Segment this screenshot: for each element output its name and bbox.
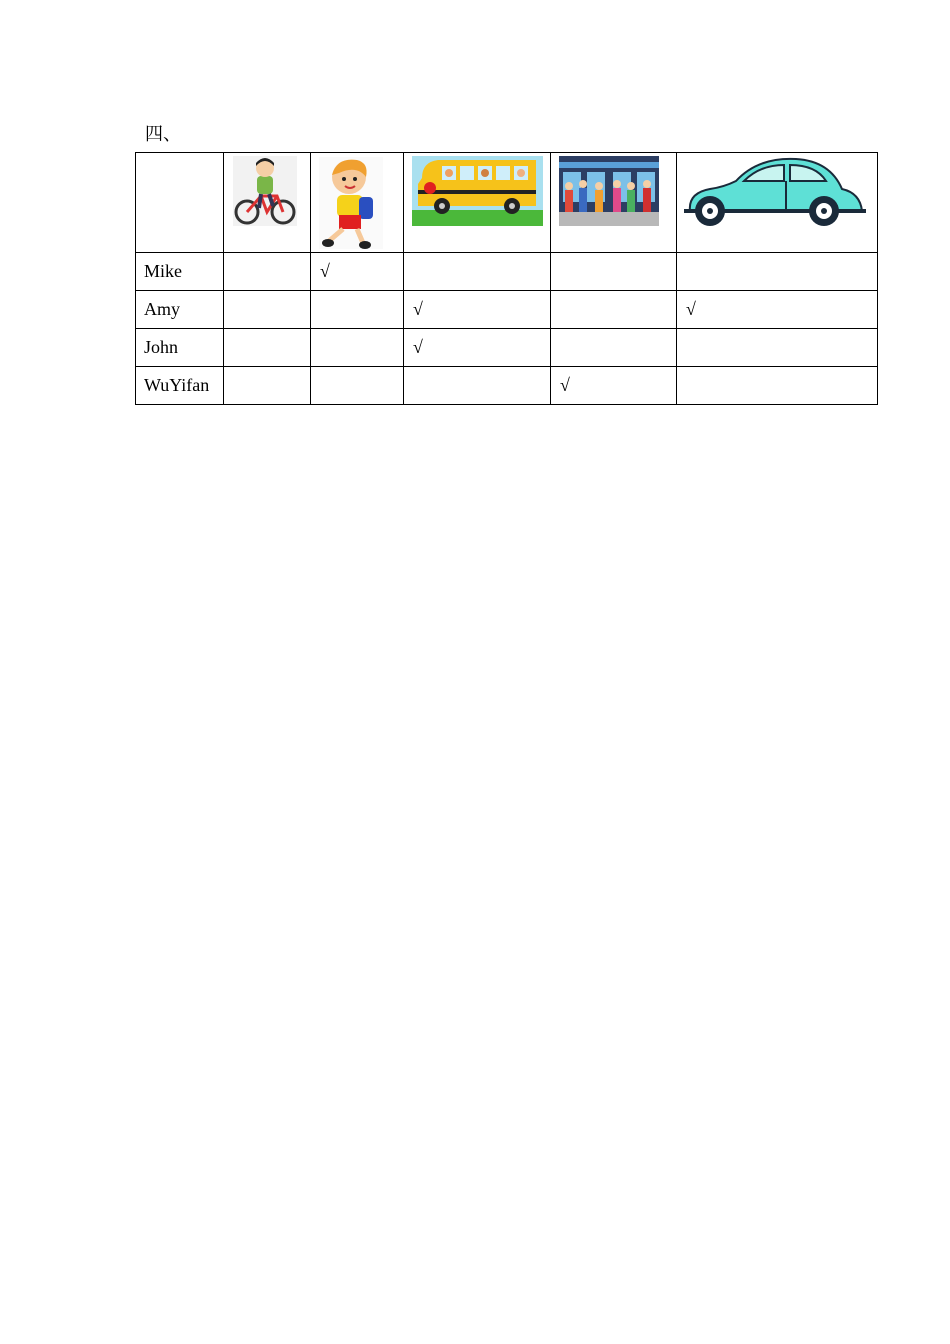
header-cell-bus <box>404 153 551 253</box>
header-row <box>136 153 878 253</box>
check-mark <box>224 367 311 405</box>
header-cell-car <box>677 153 878 253</box>
table-row <box>136 253 878 291</box>
check-mark: √ <box>404 291 551 329</box>
check-mark <box>311 329 404 367</box>
check-mark: √ <box>311 253 404 291</box>
check-mark <box>404 367 551 405</box>
check-mark: √ <box>404 329 551 367</box>
school-bus-icon <box>412 156 543 226</box>
section-number: 四、 <box>145 124 181 144</box>
check-mark <box>677 329 878 367</box>
car-icon <box>684 155 866 227</box>
check-mark <box>551 329 677 367</box>
check-mark: √ <box>551 367 677 405</box>
check-mark <box>677 367 878 405</box>
check-mark <box>224 253 311 291</box>
header-cell-bike <box>224 153 311 253</box>
subway-train-icon <box>559 156 659 226</box>
check-mark <box>404 253 551 291</box>
table-row <box>136 291 878 329</box>
student-name: Mike <box>136 253 224 291</box>
transport-table <box>135 152 878 405</box>
check-mark <box>311 291 404 329</box>
student-name: WuYifan <box>136 367 224 405</box>
check-mark <box>551 253 677 291</box>
check-mark <box>311 367 404 405</box>
student-name: John <box>136 329 224 367</box>
check-mark <box>677 253 878 291</box>
check-mark <box>224 291 311 329</box>
table-row <box>136 329 878 367</box>
check-mark: √ <box>677 291 878 329</box>
empty-corner-cell <box>136 153 224 253</box>
bike-rider-icon <box>233 156 297 226</box>
table-row <box>136 367 878 405</box>
header-cell-walk <box>311 153 404 253</box>
walking-boy-icon <box>319 157 383 249</box>
header-cell-subway <box>551 153 677 253</box>
check-mark <box>551 291 677 329</box>
check-mark <box>224 329 311 367</box>
student-name: Amy <box>136 291 224 329</box>
